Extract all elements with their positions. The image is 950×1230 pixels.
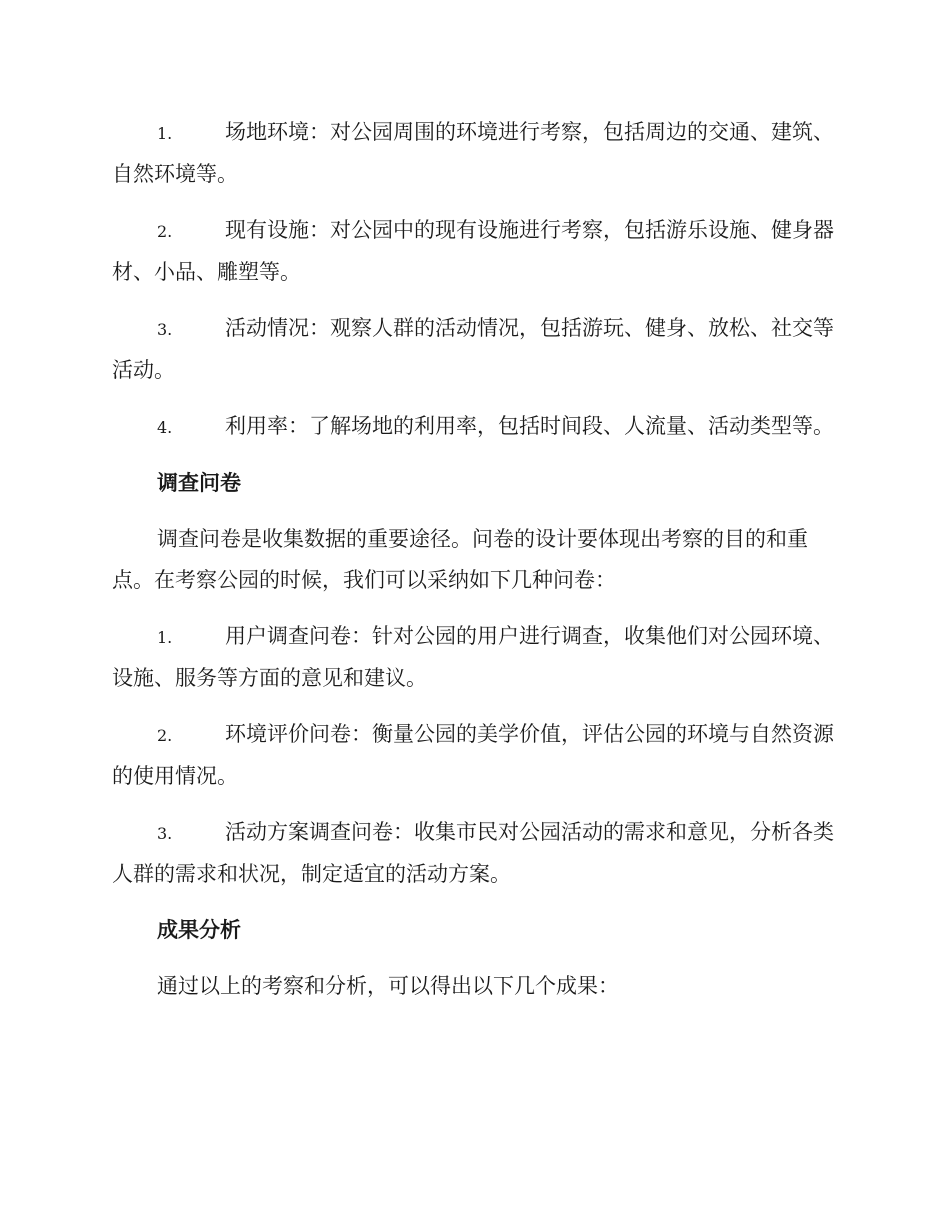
list-item (112, 616, 834, 699)
list-number: 3. (157, 824, 173, 843)
list-text: 活动情况：观察人群的活动情况，包括游玩、健身、放松、社交等活动。 (112, 316, 834, 382)
paragraph-results: 通过以上的考察和分析，可以得出以下几个成果： (157, 974, 619, 998)
list-text: 场地环境：对公园周围的环境进行考察，包括周边的交通、建筑、自然环境等。 (112, 120, 834, 186)
list-number: 4. (157, 418, 173, 437)
list-text: 环境评价问卷：衡量公园的美学价值，评估公园的环境与自然资源的使用情况。 (112, 722, 834, 788)
document-page (112, 112, 834, 1022)
list-number: 2. (157, 726, 173, 745)
paragraph-survey: 调查问卷是收集数据的重要途径。问卷的设计要体现出考察的目的和重点。在考察公园的时候，我们可以采纳如下几种问卷： (112, 527, 808, 592)
list-text: 现有设施：对公园中的现有设施进行考察，包括游乐设施、健身器材、小品、雕塑等。 (112, 218, 834, 284)
list-number: 2. (157, 222, 173, 241)
list-number: 1. (157, 628, 173, 647)
list-number: 3. (157, 320, 173, 339)
section-heading-survey: 调查问卷 (157, 471, 241, 495)
list-item (112, 112, 834, 195)
list-item (112, 812, 834, 895)
list-item (112, 406, 834, 448)
list-text: 用户调查问卷：针对公园的用户进行调查，收集他们对公园环境、设施、服务等方面的意见和建议。 (112, 624, 834, 690)
list-text: 活动方案调查问卷：收集市民对公园活动的需求和意见，分析各类人群的需求和状况，制定适宜的活动方案。 (112, 820, 834, 886)
list-item (112, 308, 834, 391)
list-item (112, 210, 834, 293)
list-number: 1. (157, 124, 173, 143)
list-item (112, 714, 834, 797)
section-heading-results: 成果分析 (157, 918, 241, 942)
list-text: 利用率：了解场地的利用率，包括时间段、人流量、活动类型等。 (225, 414, 834, 438)
